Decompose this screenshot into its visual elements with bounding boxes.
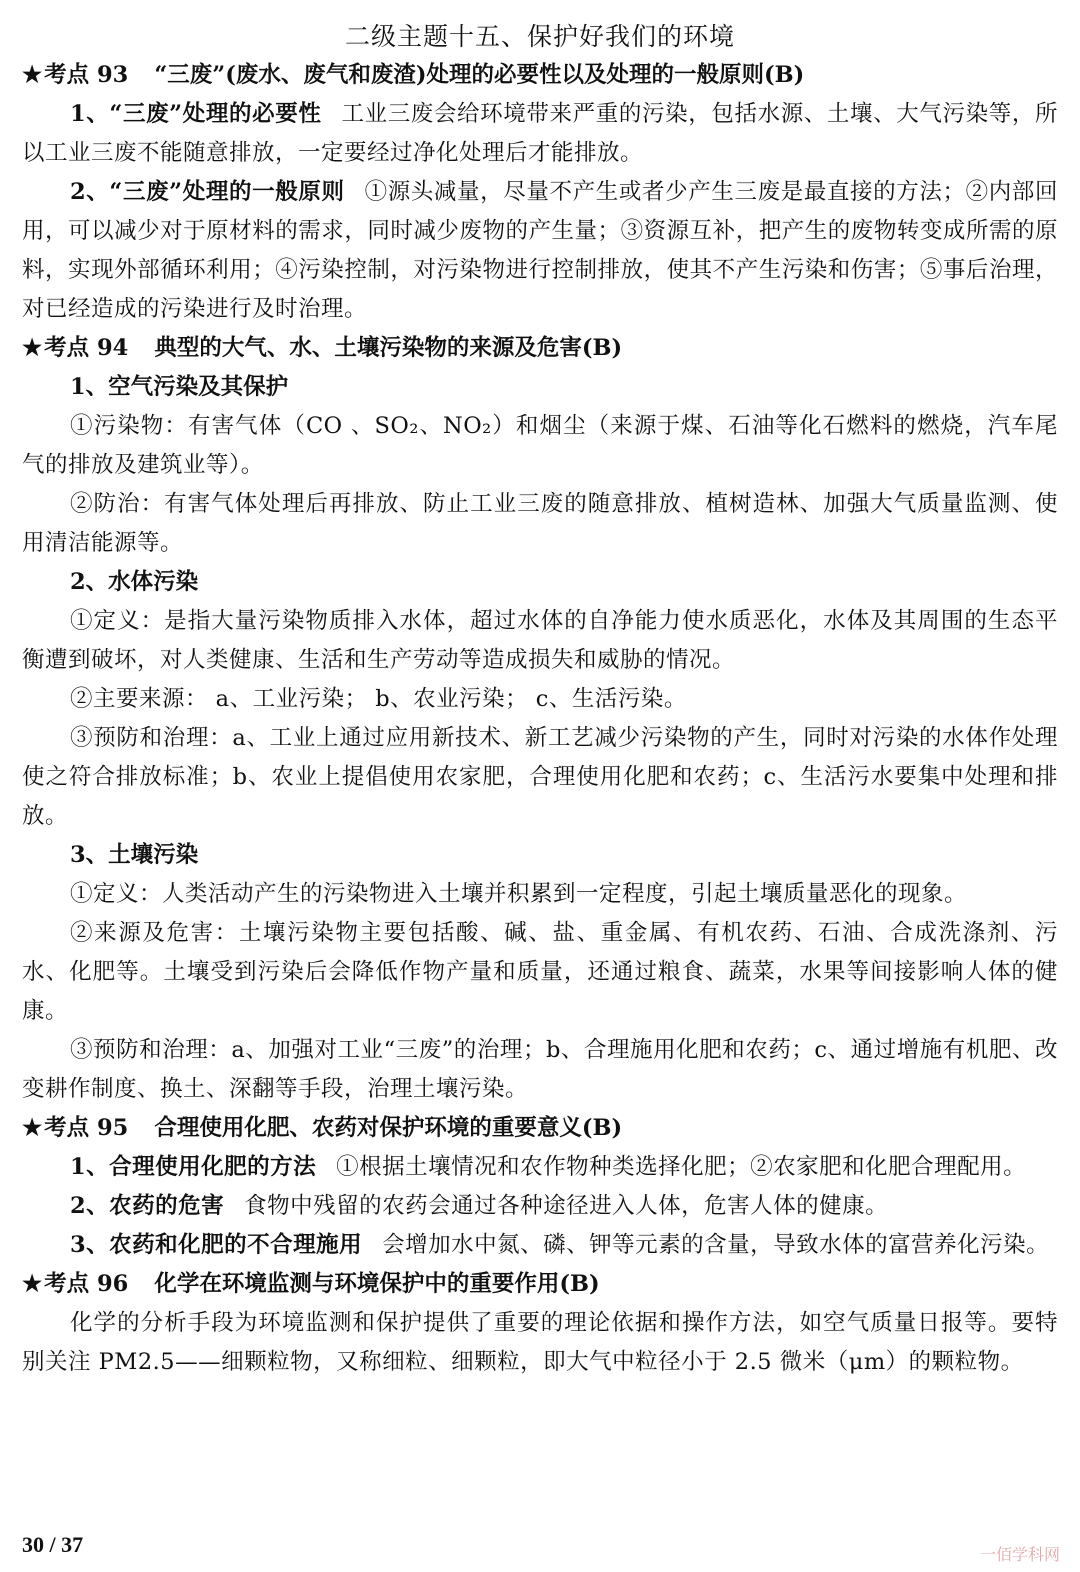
subheading: 3、土壤污染	[70, 842, 199, 868]
paragraph-lead: 3、农药和化肥的不合理施用	[70, 1232, 363, 1258]
paragraph-text: 工业三废会给环境带来严重的污染，包括水源、土壤、大气污染等，所以工业三废不能随意排放，一定要经过净化处理后才能排放。	[22, 101, 1058, 166]
paragraph: ③预防和治理：a、加强对工业“三废”的治理；b、合理施用化肥和农药；c、通过增施有机肥、改变耕作制度、换土、深翻等手段，治理土壤污染。	[22, 1037, 1058, 1102]
star-icon: ★	[22, 62, 43, 88]
page-title: 二级主题十五、保护好我们的环境	[344, 22, 735, 51]
star-icon: ★	[22, 1271, 43, 1297]
paragraph: ②来源及危害：土壤污染物主要包括酸、碱、盐、重金属、有机农药、石油、合成洗涤剂、污水、化肥等。土壤受到污染后会降低作物产量和质量，还通过粮食、蔬菜，水果等间接影响人体的健康。	[22, 920, 1058, 1024]
paragraph: ①定义：是指大量污染物质排入水体，超过水体的自净能力使水质恶化，水体及其周围的生态平衡遭到破坏，对人类健康、生活和生产劳动等造成损失和威胁的情况。	[22, 608, 1058, 673]
paragraph: 化学的分析手段为环境监测和保护提供了重要的理论依据和操作方法，如空气质量日报等。要特别关注 PM2.5——细颗粒物，又称细粒、细颗粒，即大气中粒径小于 2.5 微米（μm）的颗粒物。	[22, 1310, 1058, 1375]
paragraph	[22, 1187, 1058, 1226]
paragraph-lead: 2、“三废”处理的一般原则	[70, 179, 345, 205]
kaodian-93-heading	[22, 56, 1058, 95]
paragraph: ①污染物：有害气体（CO 、SO₂、NO₂）和烟尘（来源于煤、石油等化石燃料的燃烧，汽车尾气的排放及建筑业等）。	[22, 413, 1058, 478]
star-icon: ★	[22, 335, 43, 361]
paragraph-text: 食物中残留的农药会通过各种途径进入人体，危害人体的健康。	[244, 1193, 889, 1219]
paragraph: ②主要来源： a、工业污染； b、农业污染； c、生活污染。	[70, 686, 687, 712]
kaodian-95-heading	[22, 1109, 1058, 1148]
kaodian-title: 典型的大气、水、土壤污染物的来源及危害(B)	[154, 335, 623, 361]
star-icon: ★	[22, 1115, 43, 1141]
paragraph	[22, 173, 1058, 329]
kaodian-title: “三废”(废水、废气和废渣)处理的必要性以及处理的一般原则(B)	[154, 62, 805, 88]
paragraph-text: 会增加水中氮、磷、钾等元素的含量，导致水体的富营养化污染。	[382, 1232, 1050, 1258]
paragraph	[22, 1148, 1058, 1187]
page-number: 30 / 37	[22, 1532, 84, 1557]
paragraph: ③预防和治理：a、工业上通过应用新技术、新工艺减少污染物的产生，同时对污染的水体作处理使之符合排放标准；b、农业上提倡使用农家肥，合理使用化肥和农药；c、生活污水要集中处理和排放。	[22, 725, 1058, 829]
paragraph: ②防治：有害气体处理后再排放、防止工业三废的随意排放、植树造林、加强大气质量监测、使用清洁能源等。	[22, 491, 1058, 556]
document-page	[22, 18, 1058, 1382]
paragraph-text: ①根据土壤情况和农作物种类选择化肥；②农家肥和化肥合理配用。	[336, 1154, 1027, 1180]
kaodian-number: 考点 94	[44, 335, 129, 361]
kaodian-title: 合理使用化肥、农药对保护环境的重要意义(B)	[154, 1115, 623, 1141]
kaodian-96-heading	[22, 1265, 1058, 1304]
kaodian-number: 考点 96	[44, 1271, 129, 1297]
paragraph	[22, 95, 1058, 173]
subheading: 2、水体污染	[70, 569, 199, 595]
paragraph	[22, 1226, 1058, 1265]
paragraph-lead: 1、合理使用化肥的方法	[70, 1154, 317, 1180]
paragraph: ①定义：人类活动产生的污染物进入土壤并积累到一定程度，引起土壤质量恶化的现象。	[70, 881, 968, 907]
subheading: 1、空气污染及其保护	[70, 374, 289, 400]
kaodian-number: 考点 93	[44, 62, 129, 88]
kaodian-number: 考点 95	[44, 1115, 129, 1141]
paragraph-lead: 1、“三废”处理的必要性	[70, 101, 322, 127]
kaodian-title: 化学在环境监测与环境保护中的重要作用(B)	[154, 1271, 600, 1297]
kaodian-94-heading	[22, 329, 1058, 368]
paragraph-text: ①源头减量，尽量不产生或者少产生三废是最直接的方法；②内部回用，可以减少对于原材料的需求，同时减少废物的产生量；③资源互补，把产生的废物转变成所需的原料，实现外部循环利用；④污染控制，对污染物进行控制排放，使其不产生污染和伤害；⑤事后治理，对已经造成的污染进行及时治理。	[22, 179, 1058, 322]
paragraph-lead: 2、农药的危害	[70, 1193, 225, 1219]
watermark: 一佰学科网	[979, 1545, 1060, 1564]
